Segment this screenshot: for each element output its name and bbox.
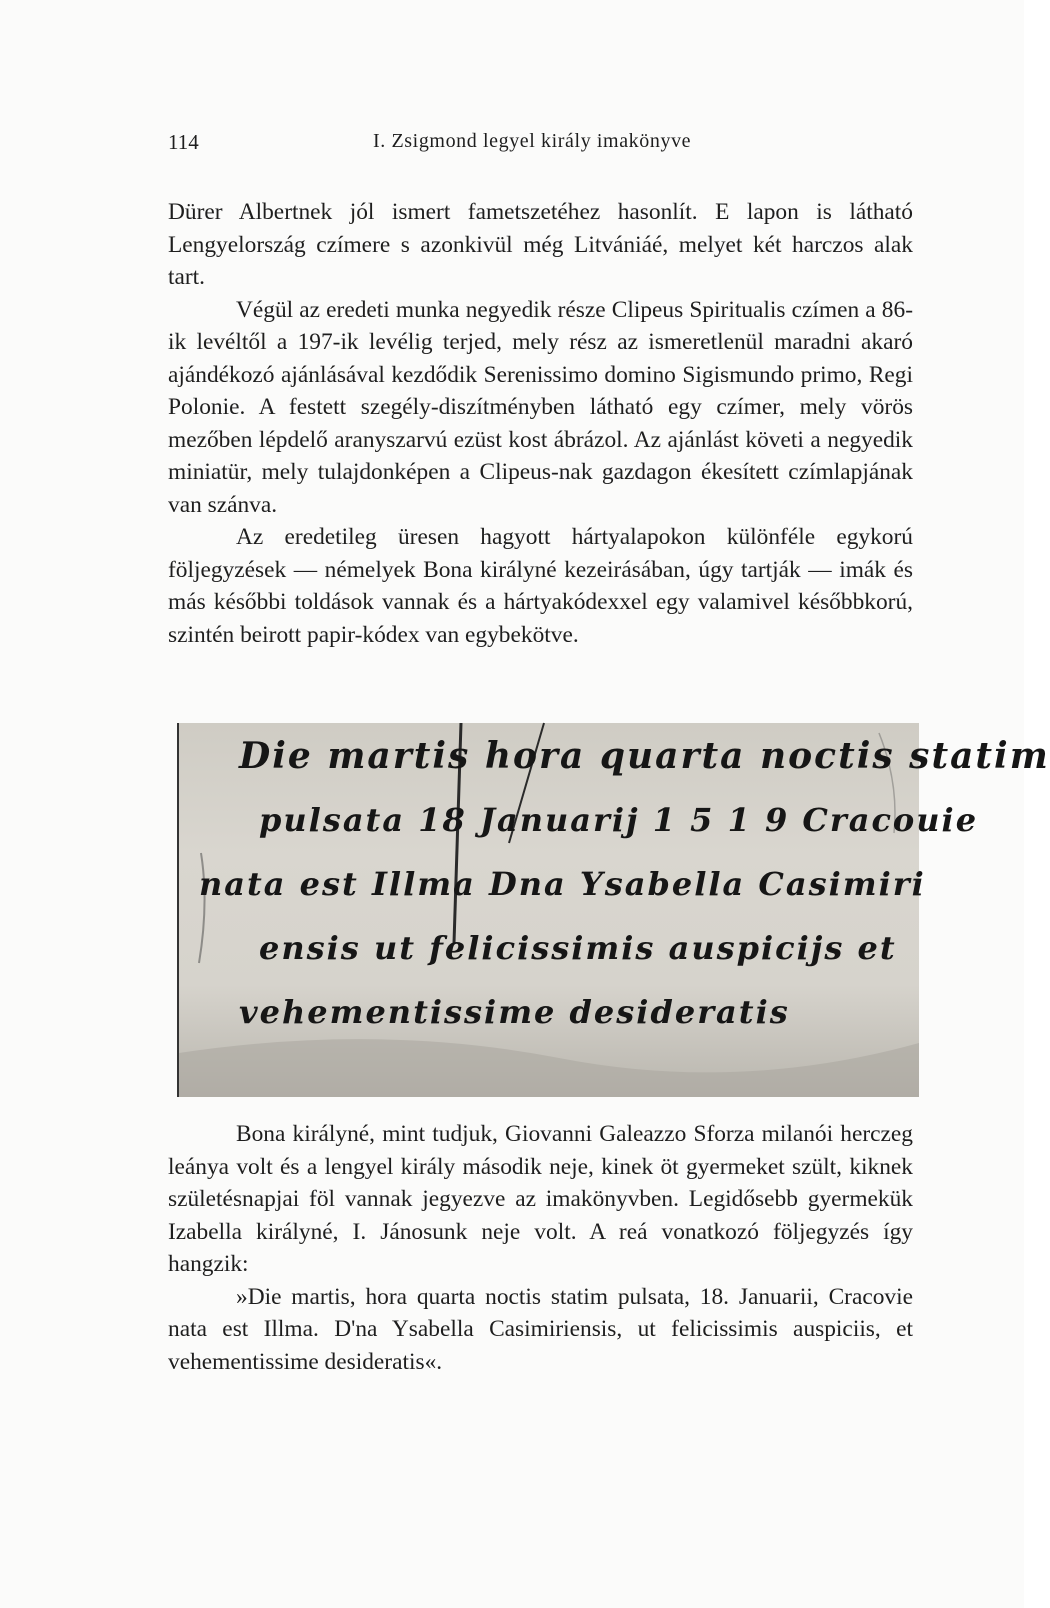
paragraph-bona: Bona királyné, mint tudjuk, Giovanni Galeazzo Sforza milanói herczeg leánya volt és a lengyel király második neje, kinek öt gyermeket szült, kiknek születésnapjai föl vannak jegyezve az imakönyvben. Legidősebb gyermekük Izabella királyné, I. Jánosunk neje volt. A reá vonatkozó följegyzés így hangzik: xyxy=(168,1121,913,1277)
paragraph-quote: »Die martis, hora quarta noctis statim pulsata, 18. Januarii, Cracovie nata est Illma. D'na Ysabella Casimiriensis, ut felicissimis auspiciis, et vehementissime desideratis«. xyxy=(168,1283,913,1375)
manuscript-line: vehementissime desideratis xyxy=(239,993,790,1031)
running-title: I. Zsigmond legyel király imakönyve xyxy=(373,130,692,152)
paragraph-notes: Az eredetileg üresen hagyott hártyalapokon különféle egykorú följegyzések — némelyek Bona királyné kezeirásában, úgy tartják — imák és más későbbi toldások vannak és a hártyakódexxel egy valamivel későbbkorú, szintén beirott papir-kódex van egybekötve. xyxy=(168,524,913,648)
manuscript-line: nata est Illma Dna Ysabella Casimiri xyxy=(199,865,926,903)
parchment-texture xyxy=(179,723,919,1097)
manuscript-line: Die martis hora quarta noctis statim xyxy=(239,735,1050,777)
page-header xyxy=(168,130,913,160)
body-text-bottom xyxy=(168,1118,913,1378)
page-number: 114 xyxy=(168,130,199,154)
paragraph-durer: Dürer Albertnek jól ismert fametszetéhez hasonlít. E lapon is látható Lengyelország czímere s azonkivül még Litvániáé, melyet két harczos alak tart. xyxy=(168,199,913,290)
paragraph-clipeus: Végül az eredeti munka negyedik része Clipeus Spiritualis czímen a 86-ik levéltől a 197-ik levélig terjed, mely rész az ismeretlenül maradni akaró ajándékozó ajánlásával kezdődik Serenissimo domino Sigismundo primo, Regi Polonie. A festett szegély-diszítményben látható egy czímer, mely vörös mezőben lépdelő aranyszarvú ezüst kost ábrázol. Az ajánlást követi a negyedik miniatür, mely tulajdonképen a Clipeus-nak gazdagon ékesített czímlapjának van szánva. xyxy=(168,296,913,518)
manuscript-facsimile-image xyxy=(177,723,1050,1097)
manuscript-line: ensis ut felicissimis auspicijs et xyxy=(259,929,897,967)
manuscript-line: pulsata 18 Januarij 1 5 1 9 Cracouie xyxy=(259,801,979,839)
body-text-top xyxy=(168,196,913,651)
